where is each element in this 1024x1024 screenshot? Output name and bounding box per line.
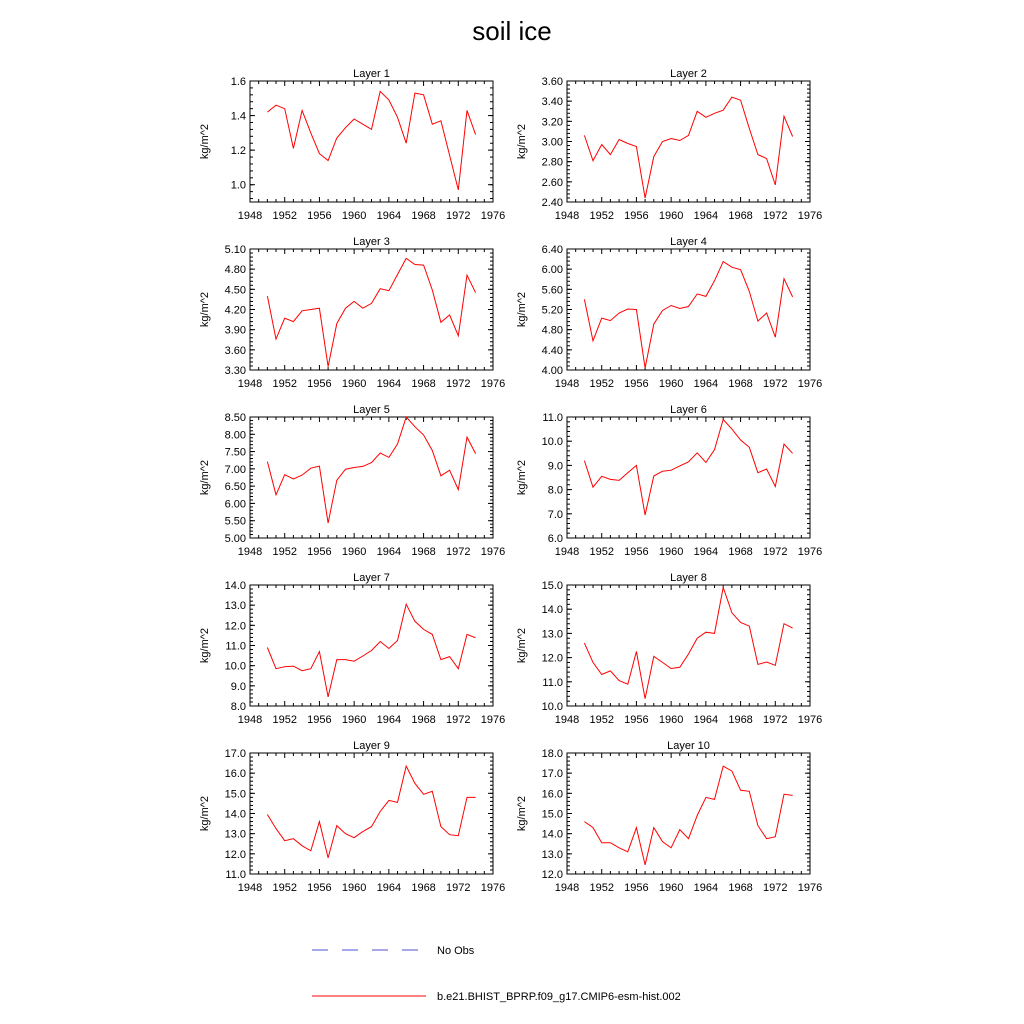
x-tick-label: 1976 [797, 378, 823, 390]
x-tick-label: 1960 [658, 546, 684, 558]
x-tick-label: 1952 [589, 714, 614, 726]
series-line [267, 604, 475, 697]
y-tick-label: 4.00 [541, 365, 563, 377]
x-tick-label: 1976 [797, 210, 823, 222]
y-tick-label: 12.0 [224, 620, 246, 633]
x-tick-label: 1972 [446, 714, 471, 726]
series-line [584, 262, 792, 368]
y-tick-label: 3.00 [541, 136, 563, 149]
y-tick-label: 11.0 [542, 676, 563, 689]
series-line [584, 766, 792, 865]
y-tick-label: 2.40 [541, 197, 563, 209]
y-tick-label: 10.0 [541, 436, 563, 449]
panel-layer-1 [199, 68, 505, 222]
y-tick-label: 16.0 [224, 768, 246, 781]
panel-title: Layer 4 [670, 236, 707, 248]
y-tick-label: 12.0 [224, 848, 246, 861]
y-tick-label: 17.0 [224, 748, 246, 760]
y-axis-label: kg/m^2 [516, 291, 528, 328]
panel-layer-3 [199, 236, 505, 390]
x-tick-label: 1948 [554, 210, 580, 222]
x-tick-label: 1968 [728, 882, 753, 894]
panel-title: Layer 9 [353, 740, 390, 752]
x-tick-label: 1968 [411, 546, 436, 558]
x-tick-label: 1956 [307, 882, 332, 894]
panel-layer-2 [516, 68, 822, 222]
x-tick-label: 1968 [728, 210, 753, 222]
x-tick-label: 1972 [763, 882, 788, 894]
y-tick-label: 8.00 [224, 429, 246, 442]
x-tick-label: 1952 [272, 378, 297, 390]
x-tick-label: 1952 [272, 882, 297, 894]
y-tick-label: 3.90 [224, 324, 246, 337]
x-tick-label: 1972 [446, 210, 471, 222]
y-tick-label: 11.0 [225, 640, 246, 653]
y-tick-label: 5.00 [224, 533, 246, 545]
panel-layer-8 [516, 572, 822, 726]
x-tick-label: 1952 [272, 714, 297, 726]
x-tick-label: 1952 [589, 882, 614, 894]
x-tick-label: 1948 [237, 210, 263, 222]
x-tick-label: 1964 [693, 210, 719, 222]
x-tick-label: 1956 [307, 546, 332, 558]
y-axis-label: kg/m^2 [199, 291, 211, 328]
panels [199, 68, 822, 894]
x-tick-label: 1972 [763, 210, 788, 222]
y-tick-label: 8.0 [230, 701, 246, 713]
x-tick-label: 1948 [237, 546, 263, 558]
x-tick-label: 1960 [658, 378, 684, 390]
y-tick-label: 11.0 [225, 869, 246, 881]
y-tick-label: 4.80 [541, 324, 563, 337]
series-line [267, 417, 475, 523]
x-tick-label: 1964 [376, 378, 402, 390]
x-tick-label: 1960 [658, 882, 684, 894]
panel-layer-9 [199, 740, 505, 894]
y-tick-label: 7.00 [224, 463, 246, 476]
x-tick-label: 1976 [480, 546, 506, 558]
x-tick-label: 1948 [237, 378, 263, 390]
x-tick-label: 1960 [341, 210, 367, 222]
x-tick-label: 1964 [693, 546, 719, 558]
y-tick-label: 3.40 [541, 96, 563, 109]
y-tick-label: 6.40 [541, 244, 563, 256]
y-axis-label: kg/m^2 [516, 795, 528, 832]
y-tick-label: 4.80 [224, 264, 246, 277]
panel-layer-7 [199, 572, 505, 726]
x-tick-label: 1976 [480, 378, 506, 390]
series-line [267, 766, 475, 858]
plot-frame [567, 249, 810, 370]
x-tick-label: 1956 [307, 378, 332, 390]
x-tick-label: 1948 [237, 714, 263, 726]
x-tick-label: 1948 [554, 378, 580, 390]
y-tick-label: 18.0 [541, 748, 563, 760]
panel-layer-6 [516, 404, 822, 558]
plot-frame [567, 585, 810, 706]
x-tick-label: 1956 [624, 546, 649, 558]
y-tick-label: 6.0 [547, 533, 563, 545]
legend-model-label: b.e21.BHIST_BPRP.f09_g17.CMIP6-esm-hist.002 [437, 991, 681, 1003]
y-tick-label: 1.0 [230, 179, 246, 192]
y-tick-label: 5.10 [224, 244, 246, 256]
y-tick-label: 1.4 [230, 110, 246, 123]
x-tick-label: 1956 [307, 714, 332, 726]
x-tick-label: 1960 [658, 210, 684, 222]
panel-title: Layer 6 [670, 404, 707, 416]
y-tick-label: 3.20 [541, 116, 563, 129]
y-axis-label: kg/m^2 [199, 459, 211, 496]
panel-layer-4 [516, 236, 822, 390]
x-tick-label: 1964 [376, 882, 402, 894]
x-tick-label: 1964 [376, 210, 402, 222]
x-tick-label: 1960 [658, 714, 684, 726]
y-axis-label: kg/m^2 [199, 795, 211, 832]
x-tick-label: 1972 [446, 378, 471, 390]
x-tick-label: 1964 [376, 546, 402, 558]
y-tick-label: 5.20 [541, 304, 563, 317]
y-tick-label: 16.0 [541, 788, 563, 801]
y-axis-label: kg/m^2 [199, 123, 211, 160]
y-tick-label: 15.0 [541, 580, 563, 592]
x-tick-label: 1948 [554, 882, 580, 894]
x-tick-label: 1964 [693, 714, 719, 726]
panel-title: Layer 7 [353, 572, 390, 584]
x-tick-label: 1948 [237, 882, 263, 894]
y-tick-label: 11.0 [542, 412, 563, 424]
y-tick-label: 13.0 [541, 848, 563, 861]
y-tick-label: 15.0 [224, 788, 246, 801]
y-tick-label: 8.0 [547, 484, 563, 497]
x-tick-label: 1956 [307, 210, 332, 222]
y-tick-label: 5.50 [224, 515, 246, 528]
plot-frame [567, 81, 810, 202]
y-tick-label: 14.0 [224, 808, 246, 821]
x-tick-label: 1960 [341, 378, 367, 390]
x-tick-label: 1964 [693, 378, 719, 390]
x-tick-label: 1956 [624, 378, 649, 390]
legend [312, 945, 681, 1003]
x-tick-label: 1956 [624, 882, 649, 894]
plot-frame [567, 417, 810, 538]
y-tick-label: 3.60 [224, 344, 246, 357]
x-tick-label: 1952 [272, 210, 297, 222]
panel-title: Layer 8 [670, 572, 707, 584]
y-tick-label: 14.0 [541, 828, 563, 841]
x-tick-label: 1960 [341, 882, 367, 894]
panel-title: Layer 10 [667, 740, 710, 752]
x-tick-label: 1948 [554, 714, 580, 726]
y-tick-label: 3.60 [541, 76, 563, 88]
x-tick-label: 1968 [411, 714, 436, 726]
x-tick-label: 1968 [411, 378, 436, 390]
y-tick-label: 1.6 [230, 76, 246, 88]
x-tick-label: 1952 [589, 210, 614, 222]
y-tick-label: 17.0 [541, 768, 563, 781]
y-tick-label: 15.0 [541, 808, 563, 821]
y-tick-label: 4.40 [541, 344, 563, 357]
x-tick-label: 1968 [728, 378, 753, 390]
panel-layer-5 [199, 404, 505, 558]
y-tick-label: 6.50 [224, 481, 246, 494]
y-tick-label: 14.0 [541, 604, 563, 617]
x-tick-label: 1956 [624, 210, 649, 222]
y-axis-label: kg/m^2 [516, 459, 528, 496]
y-tick-label: 6.00 [224, 498, 246, 511]
x-tick-label: 1968 [411, 210, 436, 222]
panel-title: Layer 3 [353, 236, 390, 248]
x-tick-label: 1968 [728, 714, 753, 726]
plot-frame [250, 585, 493, 706]
panel-layer-10 [516, 740, 822, 894]
y-tick-label: 4.50 [224, 284, 246, 297]
y-tick-label: 12.0 [541, 869, 563, 881]
series-line [584, 587, 792, 698]
y-tick-label: 13.0 [224, 600, 246, 613]
chart-title: soil ice [472, 16, 552, 46]
x-tick-label: 1972 [446, 882, 471, 894]
y-tick-label: 13.0 [541, 628, 563, 641]
y-tick-label: 4.20 [224, 304, 246, 317]
x-tick-label: 1956 [624, 714, 649, 726]
panel-title: Layer 2 [670, 68, 707, 80]
y-axis-label: kg/m^2 [199, 627, 211, 664]
plot-frame [250, 753, 493, 874]
plot-frame [250, 249, 493, 370]
x-tick-label: 1976 [480, 714, 506, 726]
y-tick-label: 7.50 [224, 446, 246, 459]
y-tick-label: 2.80 [541, 156, 563, 169]
y-axis-label: kg/m^2 [516, 123, 528, 160]
x-tick-label: 1968 [411, 882, 436, 894]
x-tick-label: 1960 [341, 546, 367, 558]
x-tick-label: 1972 [446, 546, 471, 558]
x-tick-label: 1972 [763, 378, 788, 390]
x-tick-label: 1952 [272, 546, 297, 558]
y-tick-label: 10.0 [541, 701, 563, 713]
plot-frame [250, 417, 493, 538]
y-tick-label: 12.0 [541, 652, 563, 665]
y-tick-label: 14.0 [224, 580, 246, 592]
y-tick-label: 2.60 [541, 176, 563, 189]
y-tick-label: 7.0 [547, 508, 563, 521]
y-tick-label: 9.0 [230, 680, 246, 693]
legend-obs-label: No Obs [437, 945, 475, 957]
y-tick-label: 9.0 [547, 460, 563, 473]
x-tick-label: 1972 [763, 546, 788, 558]
series-line [584, 419, 792, 515]
y-tick-label: 6.00 [541, 264, 563, 277]
y-tick-label: 1.2 [230, 145, 246, 158]
y-tick-label: 5.60 [541, 284, 563, 297]
x-tick-label: 1968 [728, 546, 753, 558]
plot-frame [567, 753, 810, 874]
x-tick-label: 1976 [797, 882, 823, 894]
y-tick-label: 3.30 [224, 365, 246, 377]
x-tick-label: 1952 [589, 546, 614, 558]
x-tick-label: 1972 [763, 714, 788, 726]
x-tick-label: 1952 [589, 378, 614, 390]
series-line [267, 91, 475, 189]
x-tick-label: 1976 [797, 546, 823, 558]
x-tick-label: 1976 [480, 210, 506, 222]
panel-title: Layer 1 [353, 68, 390, 80]
y-tick-label: 10.0 [224, 660, 246, 673]
y-tick-label: 8.50 [224, 412, 246, 424]
x-tick-label: 1960 [341, 714, 367, 726]
x-tick-label: 1976 [480, 882, 506, 894]
y-tick-label: 13.0 [224, 828, 246, 841]
y-axis-label: kg/m^2 [516, 627, 528, 664]
x-tick-label: 1964 [693, 882, 719, 894]
x-tick-label: 1976 [797, 714, 823, 726]
panel-title: Layer 5 [353, 404, 390, 416]
series-line [267, 258, 475, 366]
x-tick-label: 1948 [554, 546, 580, 558]
x-tick-label: 1964 [376, 714, 402, 726]
series-line [584, 97, 792, 198]
